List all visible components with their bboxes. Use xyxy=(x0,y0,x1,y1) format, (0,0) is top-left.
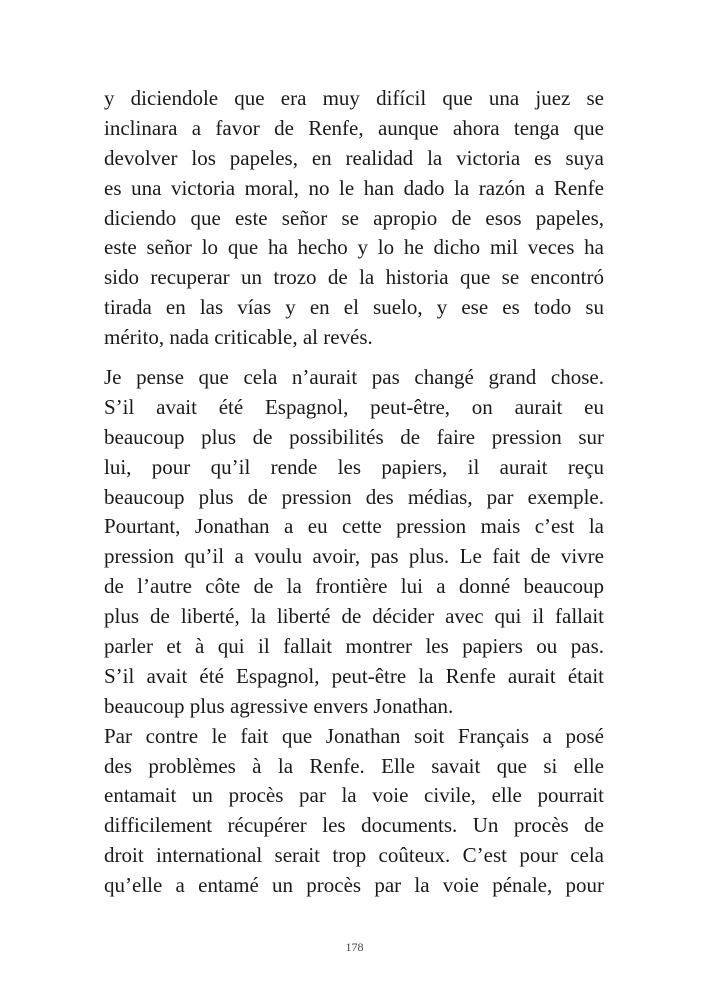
text-line: sido recuperar un trozo de la historia que se encontró xyxy=(104,265,604,290)
paragraph-french-1 xyxy=(104,363,604,722)
paragraph-spanish-quote xyxy=(104,84,604,353)
text-line: de l’autre côte de la frontière lui a donné beaucoup xyxy=(104,574,604,599)
text-line: qu’elle a entamé un procès par la voie pénale, pour xyxy=(104,873,604,898)
text-line: devolver los papeles, en realidad la victoria es suya xyxy=(104,145,604,170)
text-line: lui, pour qu’il rende les papiers, il aurait reçu xyxy=(104,454,604,479)
text-line: pression qu’il a voulu avoir, pas plus. Le fait de vivre xyxy=(104,544,604,569)
text-line: des problèmes à la Renfe. Elle savait que si elle xyxy=(104,753,604,778)
text-line: parler et à qui il fallait montrer les papiers ou pas. xyxy=(104,634,604,659)
text-line: tirada en las vías y en el suelo, y ese es todo su xyxy=(104,295,604,320)
text-line: es una victoria moral, no le han dado la razón a Renfe xyxy=(104,175,604,200)
text-line: beaucoup plus agressive envers Jonathan. xyxy=(104,693,454,718)
page-body xyxy=(104,84,604,901)
page-number: 178 xyxy=(345,940,364,954)
text-line: droit international serait trop coûteux. C’est pour cela xyxy=(104,843,604,868)
text-line: beaucoup plus de pression des médias, par exemple. xyxy=(104,484,604,509)
text-line: difficilement récupérer les documents. Un procès de xyxy=(104,813,604,838)
paragraph-french-2 xyxy=(104,722,604,901)
text-line: diciendo que este señor se apropio de esos papeles, xyxy=(104,205,604,230)
text-line: Je pense que cela n’aurait pas changé grand chose. xyxy=(104,365,604,390)
text-line: mérito, nada criticable, al revés. xyxy=(104,325,373,350)
paragraph-spacer xyxy=(104,353,604,363)
text-line: Par contre le fait que Jonathan soit Français a posé xyxy=(104,723,604,748)
text-line: inclinara a favor de Renfe, aunque ahora tenga que xyxy=(104,115,604,140)
text-line: entamait un procès par la voie civile, elle pourrait xyxy=(104,783,604,808)
text-line: S’il avait été Espagnol, peut-être la Renfe aurait était xyxy=(104,663,604,688)
text-line: este señor lo que ha hecho y lo he dicho mil veces ha xyxy=(104,235,604,260)
text-line: y diciendole que era muy difícil que una juez se xyxy=(104,86,604,110)
text-line: plus de liberté, la liberté de décider avec qui il fallait xyxy=(104,604,604,629)
text-line: beaucoup plus de possibilités de faire pression sur xyxy=(104,424,604,449)
text-line: Pourtant, Jonathan a eu cette pression mais c’est la xyxy=(104,514,604,539)
text-line: S’il avait été Espagnol, peut-être, on aurait eu xyxy=(104,394,604,419)
